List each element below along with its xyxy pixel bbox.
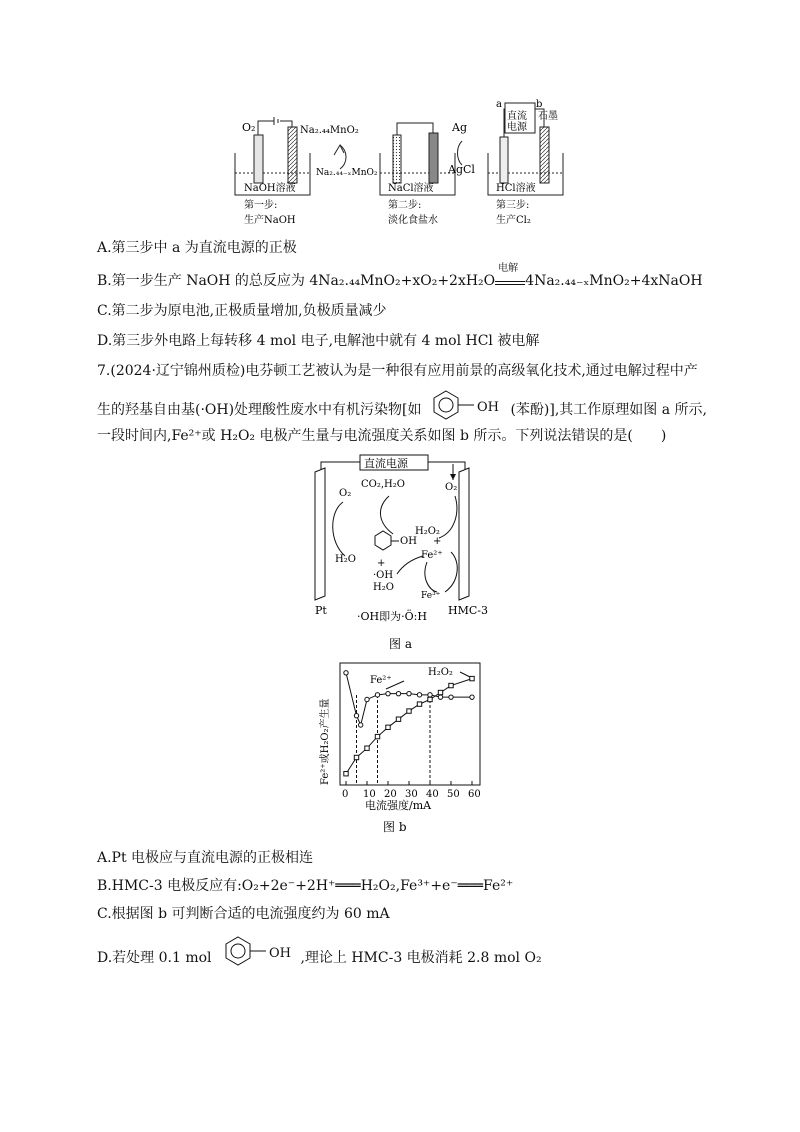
electrolysis-label: 电解 [498, 263, 519, 274]
phenol-oh-label: OH [476, 400, 499, 415]
x-tick-label: 60 [468, 789, 481, 800]
cell3-a-label: a [496, 99, 502, 110]
data-point [386, 691, 390, 695]
q7-line-2 [97, 400, 707, 420]
fig-a-plus-1: + [433, 536, 442, 547]
cell3-step-label: 第三步: [496, 200, 530, 211]
x-tick-label: 20 [384, 789, 397, 800]
cycle-arrow-1 [340, 145, 346, 169]
phenol-structure-icon [426, 400, 506, 420]
q7-option-a: A.Pt 电极应与直流电源的正极相连 [97, 850, 314, 866]
cycle-arrow-2 [458, 141, 463, 165]
cell3-solution-label: HCl溶液 [496, 183, 536, 194]
fig-a-phenol-ring [375, 531, 391, 550]
q7-option-d-post: ,理论上 HMC-3 电极消耗 2.8 mol O₂ [300, 950, 542, 966]
fig-a-oh-radical: ·OH [373, 570, 394, 581]
data-point [438, 695, 442, 699]
q7-line-2-post: (苯酚)],其工作原理如图 a 所示, [510, 402, 707, 418]
figure-a [305, 452, 505, 652]
data-point [359, 723, 363, 727]
data-point [344, 671, 348, 675]
fig-a-o2-left: O₂ [339, 488, 352, 499]
data-point [365, 746, 369, 750]
x-tick-label: 0 [342, 789, 349, 800]
hmc-electrode [459, 468, 469, 600]
fig-a-plus-2: + [377, 558, 386, 569]
data-point [428, 693, 432, 697]
series-label: Fe²⁺ [370, 675, 392, 686]
data-point [470, 676, 474, 680]
fig-a-h2o-left: H₂O [335, 554, 356, 565]
q7-option-c: C.根据图 b 可判断合适的电流强度约为 60 mA [97, 906, 390, 922]
fig-b-caption: 图 b [383, 820, 407, 834]
x-tick-label: 30 [405, 789, 418, 800]
pt-electrode [315, 468, 325, 600]
x-tick-label: 40 [426, 789, 439, 800]
data-point [449, 683, 453, 687]
q6-option-d: D.第三步外电路上每转移 4 mol 电子,电解池中就有 4 mol HCl 被电解 [97, 333, 540, 349]
phenol-structure-icon [216, 948, 296, 968]
q6-option-b-pre: B.第一步生产 NaOH 的总反应为 4Na₂.₄₄MnO₂+xO₂+2xH₂O [97, 273, 496, 289]
data-point [344, 772, 348, 776]
cell1-step-label: 第一步: [244, 200, 278, 211]
data-point [354, 755, 358, 759]
q7-line-1: 7.(2024·辽宁锦州质检)电芬顿工艺被认为是一种很有应用前景的高级氧化技术,通过电解过程中产 [97, 363, 698, 379]
q6-option-b-post: 4Na₂.₄₄₋ₓMnO₂+4xNaOH [525, 273, 703, 289]
fig-a-caption: 图 a [389, 637, 412, 651]
cell3-task-label: 生产Cl₂ [496, 215, 531, 226]
figure-b-chart [300, 655, 500, 835]
data-point [438, 690, 442, 694]
y-axis-label: Fe²⁺或H₂O₂产生量 [320, 698, 331, 785]
cell3-source-label: 直流 [507, 111, 527, 122]
cell1-electrode-label: Na₂.₄₄MnO₂ [300, 125, 359, 136]
q6-option-b [97, 263, 703, 291]
data-point [407, 691, 411, 695]
q6-option-c: C.第二步为原电池,正极质量增加,负极质量减少 [97, 303, 387, 319]
data-point [375, 693, 379, 697]
cell1-task-label: 生产NaOH [244, 215, 296, 226]
data-point [470, 695, 474, 699]
fig-a-oh-phenol: OH [400, 536, 417, 547]
cell2-solution-label: NaCl溶液 [388, 183, 434, 194]
data-point [417, 693, 421, 697]
series-label: H₂O₂ [428, 667, 453, 678]
data-point [375, 734, 379, 738]
data-point [365, 697, 369, 701]
three-step-figure [230, 97, 570, 235]
fig-a-fe2: Fe²⁺ [421, 550, 443, 561]
data-point [417, 702, 421, 706]
data-point [428, 697, 432, 701]
q7-option-b: B.HMC-3 电极反应有:O₂+2e⁻+2H⁺═══H₂O₂,Fe³⁺+e⁻═══Fe²⁺ [97, 878, 514, 894]
q7-line-3: 一段时间内,Fe²⁺或 H₂O₂ 电极产生量与电流强度关系如图 b 所示。下列说法错误的是( ) [97, 428, 667, 444]
q7-option-d [97, 948, 542, 968]
x-tick-label: 50 [447, 789, 460, 800]
cell3-source-label-2: 电源 [507, 122, 527, 133]
fig-a-fe3: Fe³⁺ [421, 591, 441, 601]
q7-line-2-pre: 生的羟基自由基(·OH)处理酸性废水中有机污染物[如 [97, 402, 422, 418]
electrolysis-condition [495, 263, 525, 285]
cell3-graphite-label: 石墨 [538, 111, 558, 122]
fig-a-hmc-label: HMC-3 [448, 604, 488, 617]
cell2-task-label: 淡化食盐水 [388, 215, 438, 226]
x-axis-label: 电流强度/mA [365, 799, 432, 812]
cell1-solution-label: NaOH溶液 [244, 183, 296, 194]
q6-option-a: A.第三步中 a 为直流电源的正极 [97, 240, 297, 256]
fig-a-h2o: H₂O [373, 582, 394, 593]
cell2-electrode-label: Ag [452, 121, 467, 134]
x-tick-label: 10 [363, 789, 376, 800]
fig-a-pt-label: Pt [315, 604, 327, 617]
cell1-o2-label: O₂ [242, 121, 256, 134]
fig-a-source-label: 直流电源 [364, 457, 408, 470]
fig-a-co2h2o: CO₂,H₂O [361, 479, 405, 490]
cell2-step-label: 第二步: [388, 200, 422, 211]
fig-a-h2o2: H₂O₂ [415, 526, 440, 537]
data-point [449, 695, 453, 699]
cell3-b-label: b [536, 99, 543, 110]
data-point [386, 725, 390, 729]
fig-a-note: ·OH即为·Ö:H [357, 610, 427, 623]
middle-compound-label: Na₂.₄₄₋ₓMnO₂ [316, 168, 378, 178]
data-point [396, 691, 400, 695]
data-point [407, 709, 411, 713]
cell2-agcl-label: AgCl [448, 163, 475, 176]
phenol-oh-label: OH [268, 946, 291, 961]
data-point [354, 714, 358, 718]
fig-a-o2-right: O₂ [445, 482, 458, 493]
data-point [396, 717, 400, 721]
q7-option-d-pre: D.若处理 0.1 mol [97, 950, 212, 966]
